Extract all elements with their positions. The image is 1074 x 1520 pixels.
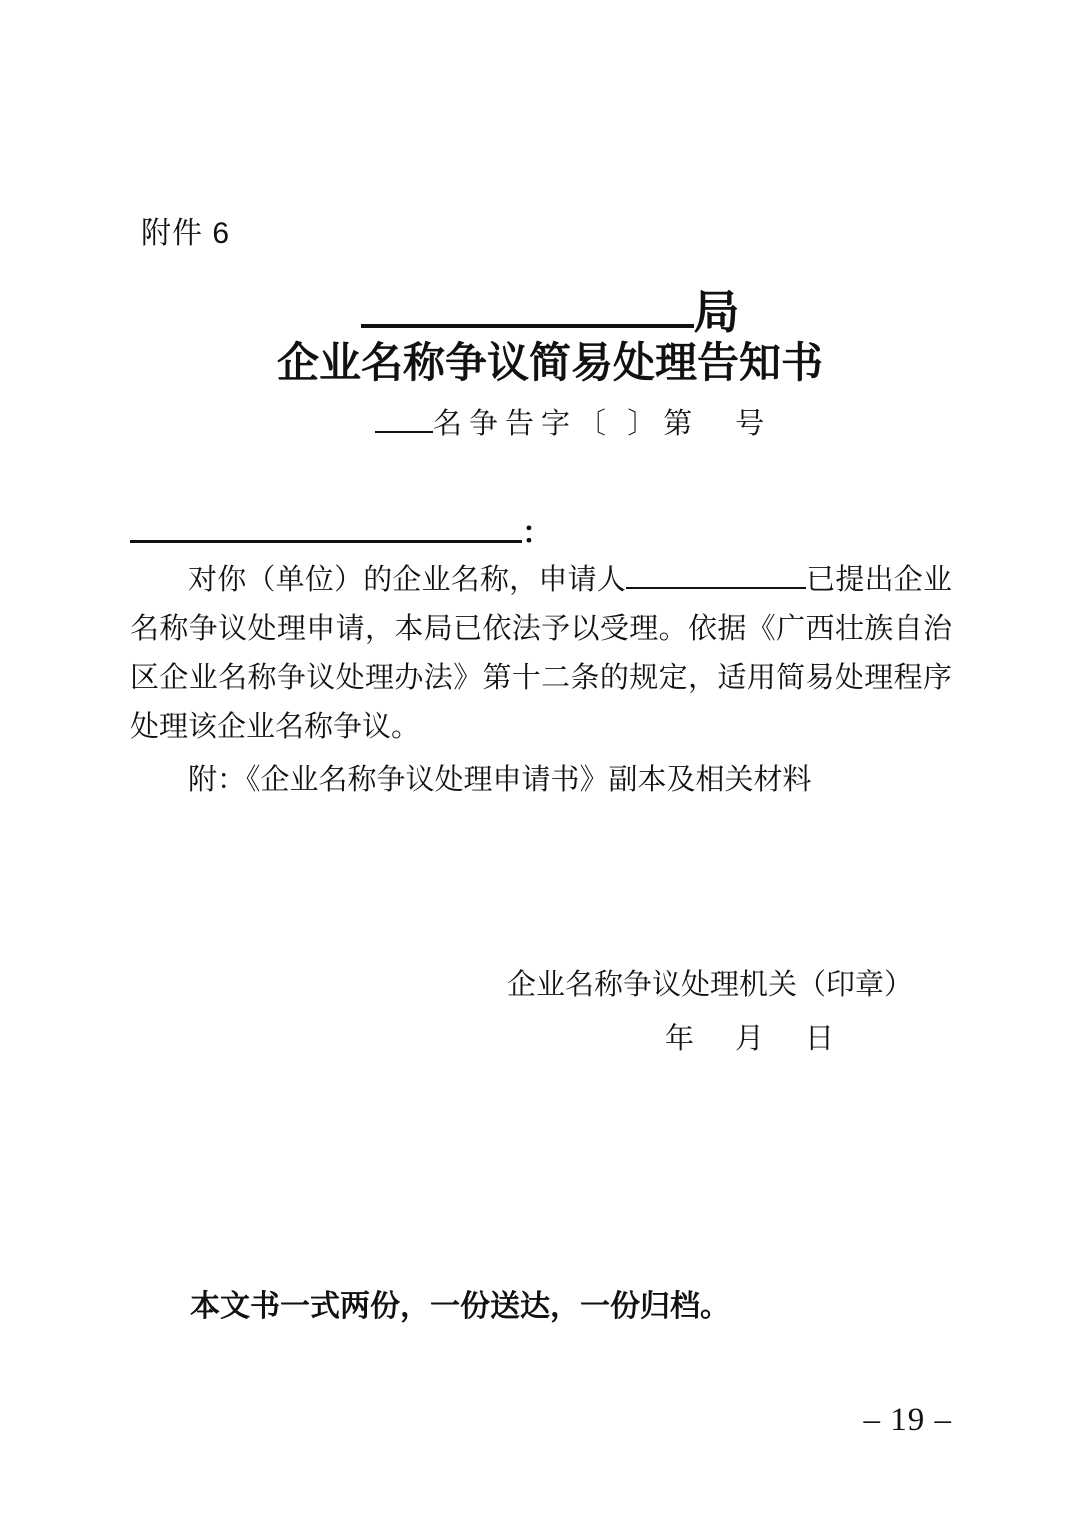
attachment-note: 附：《企业名称争议处理申请书》副本及相关材料	[188, 764, 812, 796]
signature-date-line: 年 月 日	[664, 1023, 840, 1055]
title-agency-line	[13, 288, 1074, 338]
blank-line-addressee	[130, 540, 522, 543]
title-agency-suffix: 局	[693, 287, 740, 338]
body-paragraph	[130, 556, 952, 752]
footer-note: 本文书一式两份，一份送达，一份归档。	[190, 1290, 730, 1323]
doc-number-text: 名争告字〔 〕第 号	[433, 408, 772, 440]
blank-line-doc-number	[375, 431, 433, 433]
addressee-colon: ：	[522, 517, 552, 550]
document-title: 企业名称争议简易处理告知书	[276, 341, 823, 387]
signature-agency: 企业名称争议处理机关（印章）	[506, 969, 913, 1001]
body-text-after-blank: 已提出企业名称争议处理申请，本局已依法予以受理。依据《广西壮族自治区企业名称争议处理办法》第十二条的规定，适用简易处理程序处理该企业名称争议。	[130, 564, 952, 743]
blank-line-agency-name	[361, 324, 694, 328]
attachment-label: 附件 6	[141, 217, 231, 250]
addressee-line	[130, 514, 552, 554]
doc-number-line	[375, 406, 771, 442]
body-text-before-blank: 对你（单位）的企业名称，申请人	[188, 564, 626, 596]
page-number: – 19 –	[863, 1402, 952, 1438]
blank-line-applicant	[626, 587, 806, 589]
